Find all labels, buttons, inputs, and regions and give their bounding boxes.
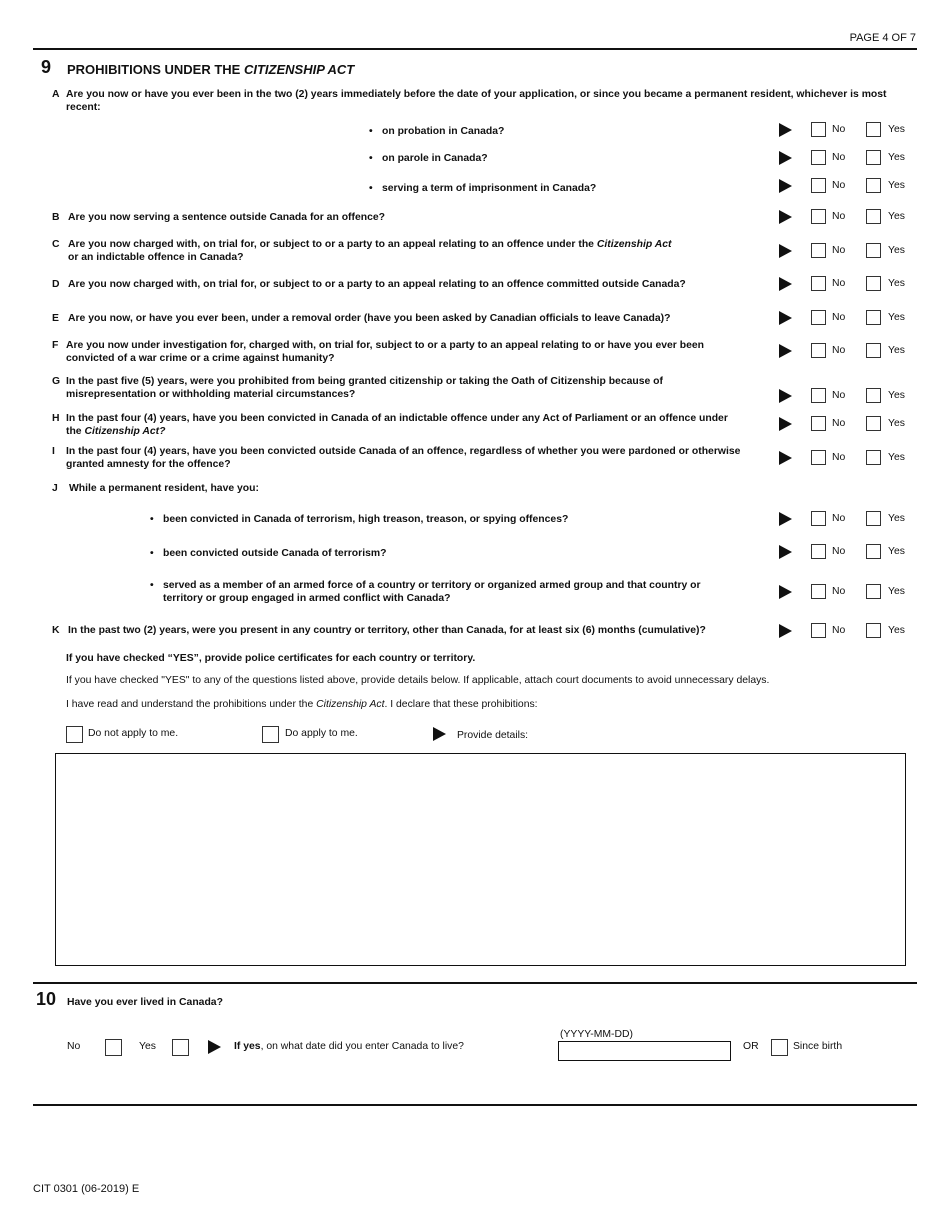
- declaration-text: I have read and understand the prohibitions under the Citizenship Act. I declare that these prohibitions:: [66, 699, 538, 710]
- answer-row-d: [777, 276, 917, 296]
- yes-label: Yes: [888, 418, 905, 429]
- yes-checkbox[interactable]: [866, 178, 881, 193]
- yes-checkbox[interactable]: [866, 343, 881, 358]
- question-a-item-parole: • on parole in Canada?: [382, 152, 488, 165]
- arrow-icon: [779, 344, 792, 358]
- no-checkbox[interactable]: [811, 450, 826, 465]
- arrow-icon: [779, 277, 792, 291]
- question-h: H In the past four (4) years, have you been convicted in Canada of an indictable offence under any Act of Parliament or an offence under the Citizenship Act?: [52, 413, 728, 437]
- answer-row-a-probation: [777, 122, 917, 142]
- no-checkbox[interactable]: [811, 388, 826, 403]
- no-label: No: [832, 390, 846, 401]
- question-k: K In the past two (2) years, were you present in any country or territory, other than Canada, for at least six (6) months (cumulative)?: [52, 625, 706, 636]
- answer-row-i: [777, 450, 917, 470]
- no-checkbox[interactable]: [811, 584, 826, 599]
- yes-label: Yes: [888, 245, 905, 256]
- arrow-icon: [779, 210, 792, 224]
- question-a: A Are you now or have you ever been in the two (2) years immediately before the date of your application, or since you became a permanent resident, whichever is most recent:: [52, 89, 887, 113]
- or-label: OR: [743, 1041, 759, 1052]
- form-code: CIT 0301 (06-2019) E: [33, 1183, 140, 1195]
- section-10-title: Have you ever lived in Canada?: [67, 997, 223, 1008]
- provide-details-note: If you have checked "YES" to any of the questions listed above, provide details below. If applicable, attach court documents to avoid unnecessary delays.: [66, 675, 770, 686]
- answer-row-b: [777, 209, 917, 229]
- arrow-icon: [779, 624, 792, 638]
- provide-details-label: Provide details:: [457, 730, 529, 741]
- yes-label: Yes: [888, 452, 905, 463]
- no-checkbox[interactable]: [811, 343, 826, 358]
- arrow-icon: [779, 585, 792, 599]
- question-j-item-convicted-canada: • been convicted in Canada of terrorism, high treason, treason, or spying offences?: [163, 513, 743, 526]
- yes-checkbox[interactable]: [866, 209, 881, 224]
- lived-no-label: No: [67, 1041, 81, 1052]
- yes-label: Yes: [888, 345, 905, 356]
- yes-label: Yes: [888, 390, 905, 401]
- no-checkbox[interactable]: [811, 511, 826, 526]
- do-not-apply-checkbox[interactable]: [66, 726, 83, 743]
- no-label: No: [832, 278, 846, 289]
- no-label: No: [832, 452, 846, 463]
- answer-row-j-convicted-outside: [777, 544, 917, 564]
- yes-checkbox[interactable]: [866, 511, 881, 526]
- no-checkbox[interactable]: [811, 310, 826, 325]
- yes-checkbox[interactable]: [866, 310, 881, 325]
- yes-checkbox[interactable]: [866, 150, 881, 165]
- section-divider-bottom: [33, 1104, 917, 1106]
- yes-label: Yes: [888, 278, 905, 289]
- arrow-icon: [433, 727, 446, 741]
- page-number: PAGE 4 OF 7: [849, 32, 916, 44]
- no-checkbox[interactable]: [811, 416, 826, 431]
- question-a-item-probation: • on probation in Canada?: [382, 125, 504, 138]
- yes-label: Yes: [888, 312, 905, 323]
- no-label: No: [832, 546, 846, 557]
- no-label: No: [832, 245, 846, 256]
- yes-checkbox[interactable]: [866, 544, 881, 559]
- no-checkbox[interactable]: [811, 276, 826, 291]
- arrow-icon: [779, 512, 792, 526]
- question-d: D Are you now charged with, on trial for, or subject to or a party to an appeal relating to an offence committed outside Canada?: [52, 279, 686, 290]
- yes-label: Yes: [888, 625, 905, 636]
- answer-row-c: [777, 243, 917, 263]
- answer-row-k: [777, 623, 917, 643]
- since-birth-label: Since birth: [793, 1041, 843, 1052]
- no-label: No: [832, 211, 846, 222]
- arrow-icon: [779, 417, 792, 431]
- do-not-apply-label: Do not apply to me.: [88, 728, 179, 739]
- no-label: No: [832, 180, 846, 191]
- yes-checkbox[interactable]: [866, 388, 881, 403]
- answer-row-j-convicted-canada: [777, 511, 917, 531]
- question-j: J While a permanent resident, have you:: [52, 483, 259, 494]
- no-checkbox[interactable]: [811, 150, 826, 165]
- no-label: No: [832, 124, 846, 135]
- yes-label: Yes: [888, 124, 905, 135]
- yes-label: Yes: [888, 211, 905, 222]
- no-label: No: [832, 586, 846, 597]
- section-divider-10: [33, 982, 917, 984]
- no-checkbox[interactable]: [811, 243, 826, 258]
- lived-no-checkbox[interactable]: [105, 1039, 122, 1056]
- answer-row-e: [777, 310, 917, 330]
- question-j-item-convicted-outside: • been convicted outside Canada of terrorism?: [163, 547, 743, 560]
- yes-label: Yes: [888, 546, 905, 557]
- arrow-icon: [779, 151, 792, 165]
- question-a-item-imprisonment: • serving a term of imprisonment in Canada?: [382, 182, 596, 195]
- no-label: No: [832, 513, 846, 524]
- arrow-icon: [779, 244, 792, 258]
- question-e: E Are you now, or have you ever been, under a removal order (have you been asked by Canadian officials to leave Canada)?: [52, 313, 671, 324]
- yes-checkbox[interactable]: [866, 276, 881, 291]
- details-textarea[interactable]: [55, 753, 906, 966]
- yes-checkbox[interactable]: [866, 243, 881, 258]
- if-yes-question: If yes, on what date did you enter Canada to live?: [234, 1041, 464, 1052]
- section-9-title: PROHIBITIONS UNDER THE CITIZENSHIP ACT: [67, 62, 355, 77]
- no-label: No: [832, 312, 846, 323]
- question-j-item-armed-force: • served as a member of an armed force of a country or territory or organized armed group and that country or territory or group engaged in armed conflict with Canada?: [163, 579, 743, 605]
- yes-label: Yes: [888, 180, 905, 191]
- no-label: No: [832, 345, 846, 356]
- answer-row-h: [777, 416, 917, 436]
- answer-row-f: [777, 343, 917, 363]
- yes-checkbox[interactable]: [866, 416, 881, 431]
- arrow-icon: [779, 545, 792, 559]
- yes-checkbox[interactable]: [866, 584, 881, 599]
- answer-row-j-armed-force: [777, 584, 917, 604]
- entry-date-input[interactable]: [558, 1041, 731, 1061]
- question-f: F Are you now under investigation for, charged with, on trial for, subject to or a party to an appeal relating to or have you ever been convicted of a war crime or a crime against humanity?: [52, 340, 704, 364]
- arrow-icon: [779, 451, 792, 465]
- answer-row-a-imprisonment: [777, 178, 917, 198]
- question-i: I In the past four (4) years, have you been convicted outside Canada of an offence, regardless of whether you were pardoned or otherwise granted amnesty for the offence?: [52, 446, 741, 470]
- yes-label: Yes: [888, 513, 905, 524]
- no-checkbox[interactable]: [811, 178, 826, 193]
- no-label: No: [832, 418, 846, 429]
- no-checkbox[interactable]: [811, 544, 826, 559]
- do-apply-checkbox[interactable]: [262, 726, 279, 743]
- question-b: B Are you now serving a sentence outside Canada for an offence?: [52, 212, 385, 223]
- do-apply-label: Do apply to me.: [285, 728, 358, 739]
- arrow-icon: [208, 1040, 221, 1054]
- arrow-icon: [779, 389, 792, 403]
- no-checkbox[interactable]: [811, 122, 826, 137]
- lived-yes-checkbox[interactable]: [172, 1039, 189, 1056]
- no-checkbox[interactable]: [811, 209, 826, 224]
- section-10-number: 10: [36, 989, 57, 1009]
- arrow-icon: [779, 179, 792, 193]
- section-divider-top: [33, 48, 917, 50]
- question-g: G In the past five (5) years, were you prohibited from being granted citizenship or taking the Oath of Citizenship because of misrepresentation or withholding material circumstances?: [52, 376, 663, 400]
- yes-checkbox[interactable]: [866, 623, 881, 638]
- arrow-icon: [779, 311, 792, 325]
- no-checkbox[interactable]: [811, 623, 826, 638]
- no-label: No: [832, 152, 846, 163]
- since-birth-checkbox[interactable]: [771, 1039, 788, 1056]
- yes-checkbox[interactable]: [866, 450, 881, 465]
- question-c: C Are you now charged with, on trial for, or subject to or a party to an appeal relating to an offence under the Citizenship Act or an indictable offence in Canada?: [52, 239, 672, 263]
- yes-checkbox[interactable]: [866, 122, 881, 137]
- lived-yes-label: Yes: [139, 1041, 156, 1052]
- police-certificates-note: If you have checked “YES”, provide police certificates for each country or territory.: [66, 653, 476, 664]
- answer-row-a-parole: [777, 150, 917, 170]
- yes-label: Yes: [888, 586, 905, 597]
- date-format-label: (YYYY-MM-DD): [560, 1029, 633, 1040]
- no-label: No: [832, 625, 846, 636]
- arrow-icon: [779, 123, 792, 137]
- yes-label: Yes: [888, 152, 905, 163]
- answer-row-g: [777, 388, 917, 408]
- section-9-number: 9: [41, 57, 52, 77]
